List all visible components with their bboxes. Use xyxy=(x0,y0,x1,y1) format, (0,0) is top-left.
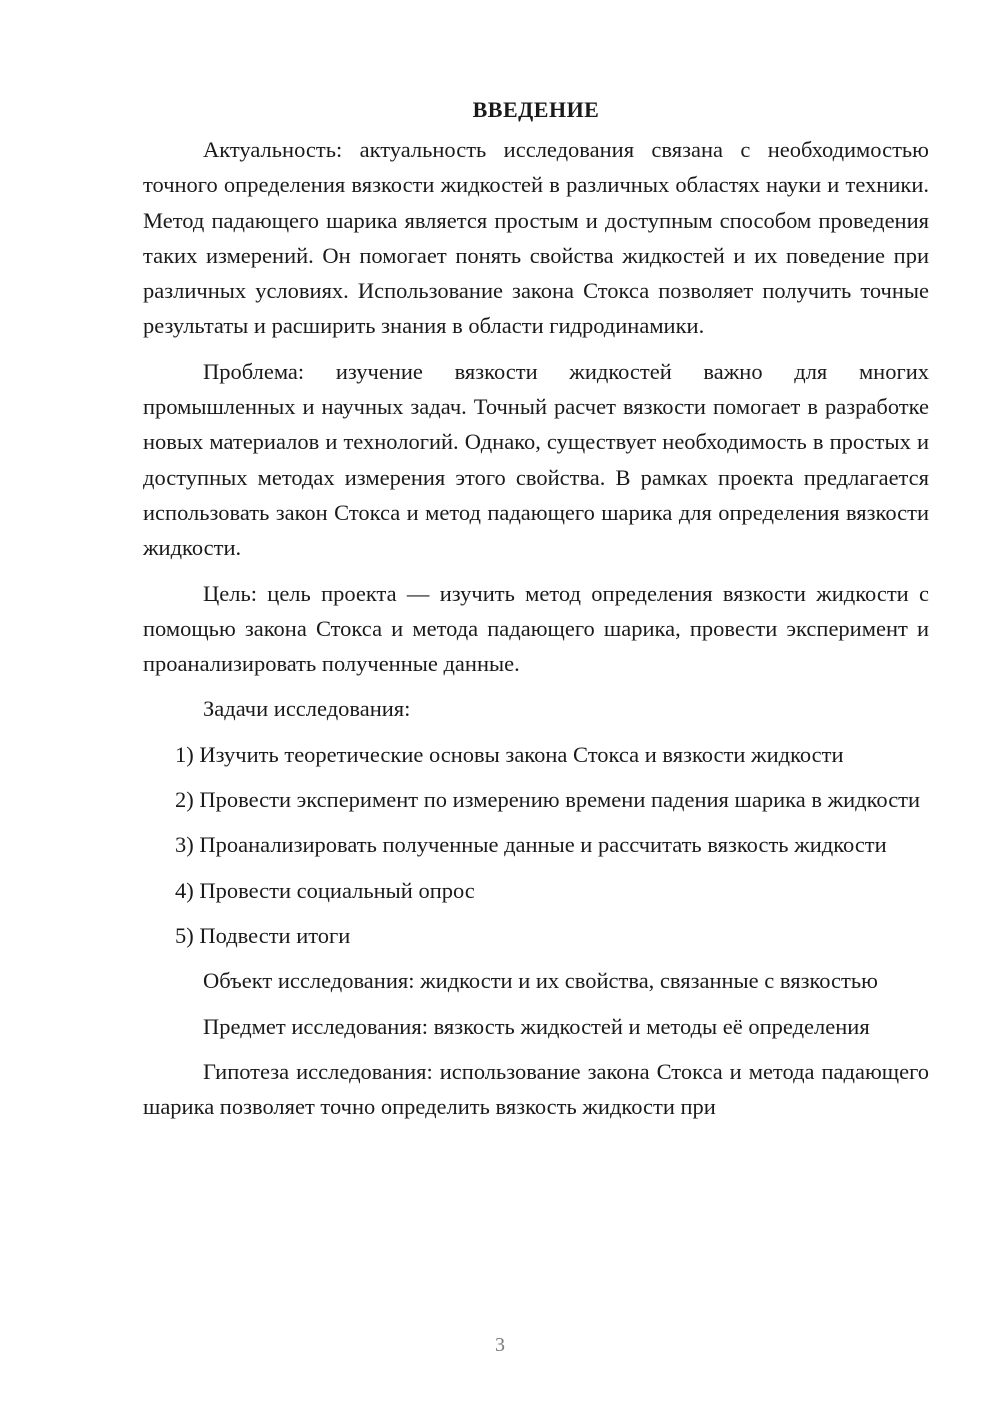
paragraph-goal: Цель: цель проекта — изучить метод определения вязкости жидкости с помощью закона Стокса и метода падающего шарика, провести эксперимент и проанализировать полученные данные. xyxy=(143,580,929,677)
task-item-3: 3) Проанализировать полученные данные и рассчитать вязкость жидкости xyxy=(175,832,887,858)
page-number: 3 xyxy=(495,1334,505,1356)
paragraph-tasks-heading: Задачи исследования: xyxy=(203,696,411,722)
page-content xyxy=(143,88,929,1134)
task-item-5: 5) Подвести итоги xyxy=(175,922,351,948)
task-item-1: 1) Изучить теоретические основы закона Стокса и вязкости жидкости xyxy=(175,741,844,767)
task-item-2: 2) Провести эксперимент по измерению времени падения шарика в жидкости xyxy=(175,787,921,813)
paragraph-object: Объект исследования: жидкости и их свойства, связанные с вязкостью xyxy=(203,968,878,994)
paragraph-relevance: Актуальность: актуальность исследования связана с необходимостью точного определения вязкости жидкостей в различных областях науки и техники. Метод падающего шарика является простым и доступным способом проведения таких измерений. Он помогает понять свойства жидкостей и их поведение при различных условиях. Использование закона Стокса позволяет получить точные результаты и расширить знания в области гидродинамики. xyxy=(143,137,929,339)
paragraph-problem: Проблема: изучение вязкости жидкостей важно для многих промышленных и научных задач. Точный расчет вязкости помогает в разработке новых материалов и технологий. Однако, существует необходимость в простых и доступных методах измерения этого свойства. В рамках проекта предлагается использовать закон Стокса и метод падающего шарика для определения вязкости жидкости. xyxy=(143,358,929,561)
paragraph-subject: Предмет исследования: вязкость жидкостей и методы её определения xyxy=(203,1013,870,1039)
task-item-4: 4) Провести социальный опрос xyxy=(175,877,475,903)
paragraph-hypothesis: Гипотеза исследования: использование закона Стокса и метода падающего шарика позволяет точно определить вязкость жидкости при xyxy=(143,1058,929,1120)
section-title: ВВЕДЕНИЕ xyxy=(472,97,600,122)
